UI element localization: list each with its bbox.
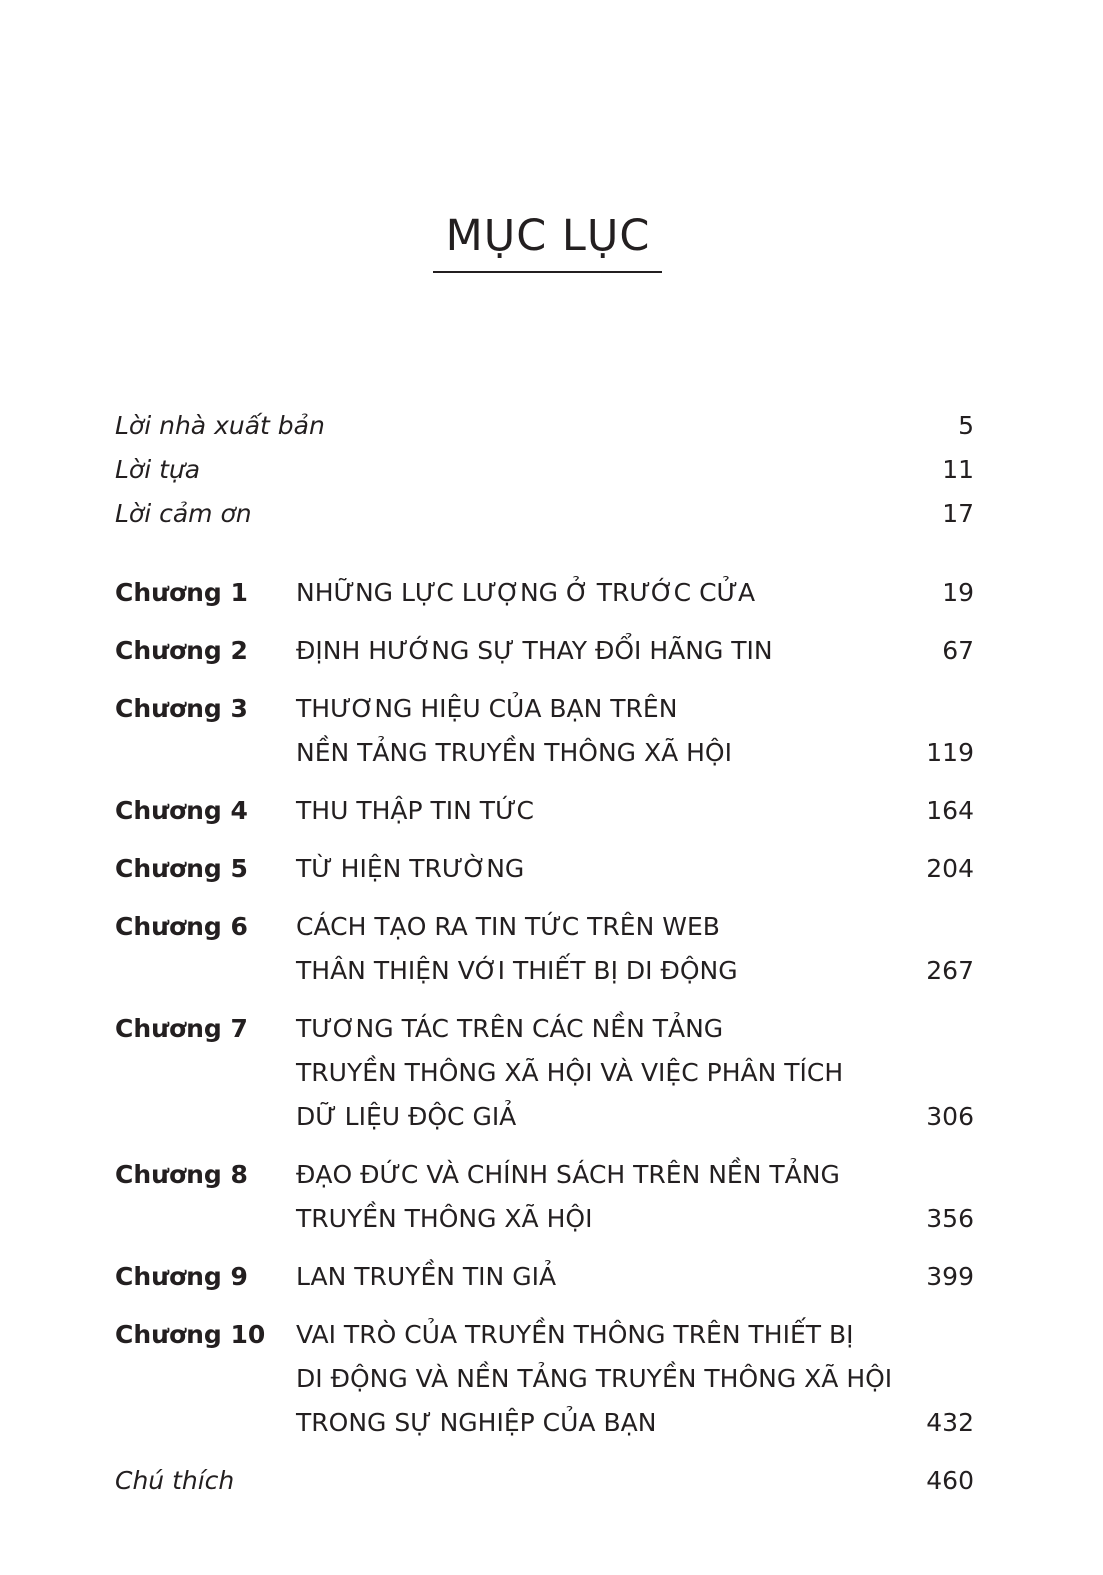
toc-entry-front-2[interactable] [115,448,974,492]
toc-entry-page-number: 460 [926,1466,974,1495]
toc-entry-title [296,1313,894,1445]
toc-entry-page-number: 5 [958,411,974,440]
page-title: MỤC LỤC [445,211,651,261]
toc-entry-title-line: TƯƠNG TÁC TRÊN CÁC NỀN TẢNG [296,1014,724,1043]
toc-entry-title [296,847,894,891]
toc-entry-title-line: ĐỊNH HƯỚNG SỰ THAY ĐỔI HÃNG TIN [296,636,773,665]
toc-entry-chapter-2[interactable] [115,629,974,673]
toc-entry-title [296,571,894,615]
toc-entry-label: Chương 7 [115,1014,248,1043]
toc-entry-page-number: 164 [926,796,974,825]
toc-entry-title-line: TRONG SỰ NGHIỆP CỦA BẠN [296,1408,657,1437]
toc-entry-front-1[interactable] [115,404,974,448]
toc-entry-label: Lời tựa [115,455,201,484]
toc-entry-page-number: 204 [926,854,974,883]
toc-entry-chapter-8[interactable] [115,1153,974,1241]
toc-entry-chapter-7[interactable] [115,1007,974,1139]
toc-entry-page-number: 17 [942,499,974,528]
toc-entry-title [296,448,894,492]
toc-entry-chapter-6[interactable] [115,905,974,993]
toc-entry-chapter-10[interactable] [115,1313,974,1445]
toc-entry-front-3[interactable] [115,492,974,536]
toc-entry-label: Chương 9 [115,1262,248,1291]
toc-entry-page-number: 119 [926,738,974,767]
toc-entry-label: Chương 8 [115,1160,248,1189]
toc-entry-chapter-4[interactable] [115,789,974,833]
toc-entry-chapter-9[interactable] [115,1255,974,1299]
toc-entry-title-line: TRUYỀN THÔNG XÃ HỘI [296,1204,593,1233]
toc-entry-chapter-5[interactable] [115,847,974,891]
toc-entry-title [296,629,894,673]
toc-entry-title-line: TRUYỀN THÔNG XÃ HỘI VÀ VIỆC PHÂN TÍCH [296,1058,844,1087]
toc-entry-label: Chương 4 [115,796,248,825]
toc-entry-label: Chương 2 [115,636,248,665]
toc-entry-title-line: THƯƠNG HIỆU CỦA BẠN TRÊN [296,694,678,723]
toc-entry-page-number: 399 [926,1262,974,1291]
toc-entry-page-number: 356 [926,1204,974,1233]
table-of-contents [115,404,974,1503]
toc-entry-title [296,905,894,993]
toc-entry-title-line: ĐẠO ĐỨC VÀ CHÍNH SÁCH TRÊN NỀN TẢNG [296,1160,840,1189]
title-underline [433,271,662,273]
toc-entry-title [296,1007,894,1139]
toc-entry-title-line: DI ĐỘNG VÀ NỀN TẢNG TRUYỀN THÔNG XÃ HỘI [296,1364,893,1393]
toc-entry-title-line: NỀN TẢNG TRUYỀN THÔNG XÃ HỘI [296,738,732,767]
toc-entry-page-number: 306 [926,1102,974,1131]
toc-entry-title-line: TỪ HIỆN TRƯỜNG [296,854,525,883]
toc-entry-page-number: 11 [942,455,974,484]
toc-entry-page-number: 432 [926,1408,974,1437]
toc-entry-title-line: LAN TRUYỀN TIN GIẢ [296,1262,557,1291]
toc-entry-chapter-1[interactable] [115,571,974,615]
toc-entry-title [296,687,894,775]
toc-entry-title [296,1255,894,1299]
toc-entry-back-1[interactable] [115,1459,974,1503]
toc-entry-title-line: NHỮNG LỰC LƯỢNG Ở TRƯỚC CỬA [296,578,756,607]
toc-entry-title [296,492,894,536]
toc-entry-label: Chương 3 [115,694,248,723]
toc-entry-label: Lời cảm ơn [115,499,252,528]
toc-entry-title [296,1153,894,1241]
toc-entry-title-line: THÂN THIỆN VỚI THIẾT BỊ DI ĐỘNG [296,956,738,985]
toc-entry-label: Chú thích [115,1466,235,1495]
toc-entry-page-number: 67 [942,636,974,665]
toc-entry-title-line: CÁCH TẠO RA TIN TỨC TRÊN WEB [296,912,720,941]
toc-entry-label: Chương 1 [115,578,248,607]
toc-entry-page-number: 267 [926,956,974,985]
toc-entry-page-number: 19 [942,578,974,607]
toc-entry-title [296,1459,894,1503]
toc-entry-label: Lời nhà xuất bản [115,411,325,440]
toc-entry-title-line: DỮ LIỆU ĐỘC GIẢ [296,1102,517,1131]
toc-entry-title-line: THU THẬP TIN TỨC [296,796,534,825]
toc-entry-label: Chương 5 [115,854,248,883]
toc-entry-label: Chương 10 [115,1320,266,1349]
toc-entry-chapter-3[interactable] [115,687,974,775]
toc-entry-title [296,404,894,448]
toc-entry-title-line: VAI TRÒ CỦA TRUYỀN THÔNG TRÊN THIẾT BỊ [296,1320,854,1349]
toc-entry-label: Chương 6 [115,912,248,941]
toc-entry-title [296,789,894,833]
